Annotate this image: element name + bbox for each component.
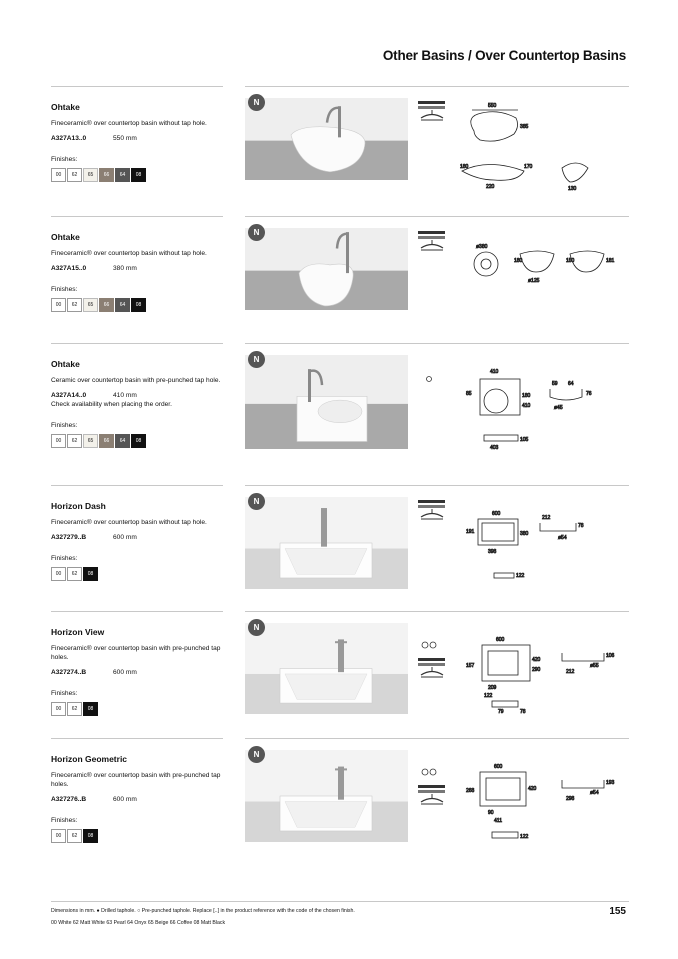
page-number: 155: [609, 906, 626, 917]
product-reference: [51, 264, 226, 273]
finish-swatch-64[interactable]: 64: [115, 168, 130, 182]
svg-text:78: 78: [578, 523, 584, 529]
product-name: Horizon Geometric: [51, 754, 128, 764]
product-reference: [51, 134, 226, 143]
finish-swatch-64[interactable]: 64: [115, 434, 130, 448]
product-photo: [245, 355, 408, 449]
svg-text:122: 122: [516, 573, 525, 579]
svg-text:180: 180: [522, 393, 531, 399]
svg-text:64: 64: [568, 381, 574, 387]
finish-swatch-00[interactable]: 00: [51, 298, 66, 312]
technical-drawing: [458, 621, 630, 726]
svg-text:59: 59: [552, 381, 558, 387]
svg-text:380: 380: [520, 531, 529, 537]
product-photo: [245, 750, 408, 842]
finish-swatches: [51, 567, 226, 581]
svg-text:ø54: ø54: [590, 790, 599, 796]
svg-text:212: 212: [542, 515, 551, 521]
technical-drawing: [458, 495, 630, 600]
svg-text:170: 170: [524, 164, 533, 170]
finishes-label: Finishes:: [51, 422, 78, 429]
svg-text:600: 600: [492, 511, 501, 517]
product-description: Fineceramic® over countertop basin with pre-punched tap holes.: [51, 645, 221, 661]
finish-swatch-64[interactable]: 64: [115, 298, 130, 312]
product-size: 600 mm: [113, 796, 137, 803]
finish-swatch-08[interactable]: 08: [83, 702, 98, 716]
product-info: [51, 754, 226, 843]
svg-text:550: 550: [488, 103, 497, 109]
product-reference: [51, 391, 226, 400]
svg-text:420: 420: [532, 657, 541, 663]
divider: [51, 86, 223, 87]
svg-text:600: 600: [496, 637, 505, 643]
fineceramic-icon: [417, 497, 447, 527]
finish-swatch-08[interactable]: 08: [83, 829, 98, 843]
product-photo: [245, 497, 408, 589]
product-info: [51, 232, 226, 312]
technical-drawing: [458, 96, 630, 201]
svg-text:150: 150: [566, 258, 575, 264]
product-info: [51, 359, 226, 448]
new-badge: N: [248, 619, 265, 636]
footer-legend: Dimensions in mm. ● Drilled taphole. ○ Pre-punched taphole. Replace [..] in the product reference with the code of the chosen finish.: [51, 908, 355, 914]
svg-text:122: 122: [520, 834, 529, 840]
finish-swatch-08[interactable]: 08: [131, 168, 146, 182]
finish-swatch-62[interactable]: 62: [67, 829, 82, 843]
svg-text:ø54: ø54: [558, 535, 567, 541]
product-name: Ohtake: [51, 359, 80, 369]
svg-text:ø55: ø55: [590, 663, 599, 669]
new-badge: N: [248, 351, 265, 368]
svg-text:290: 290: [532, 667, 541, 673]
tap-holes-icon: [417, 764, 443, 774]
reference-code: A327274..B: [51, 669, 87, 676]
svg-text:193: 193: [606, 780, 615, 786]
finish-swatch-00[interactable]: 00: [51, 168, 66, 182]
finishes-label: Finishes:: [51, 286, 78, 293]
technical-drawing: [458, 353, 630, 458]
svg-text:385: 385: [520, 124, 529, 130]
finish-swatch-00[interactable]: 00: [51, 702, 66, 716]
finish-swatch-62[interactable]: 62: [67, 567, 82, 581]
svg-text:410: 410: [522, 403, 531, 409]
new-badge: N: [248, 224, 265, 241]
svg-text:180: 180: [514, 258, 523, 264]
divider: [245, 611, 629, 612]
divider: [245, 738, 629, 739]
reference-code: A327A13..0: [51, 135, 87, 142]
product-info: [51, 627, 226, 716]
finishes-label: Finishes:: [51, 817, 78, 824]
reference-code: A327A14..0: [51, 392, 87, 399]
fineceramic-icon: [417, 782, 447, 812]
finish-swatch-65[interactable]: 65: [83, 298, 98, 312]
svg-text:403: 403: [490, 445, 499, 451]
page-title: Other Basins / Over Countertop Basins: [382, 48, 626, 63]
product-photo: [245, 228, 408, 310]
finish-swatch-62[interactable]: 62: [67, 434, 82, 448]
availability-note: Check availability when placing the order.: [51, 401, 172, 408]
svg-text:212: 212: [566, 669, 575, 675]
product-info: [51, 501, 226, 581]
fineceramic-icon: [417, 98, 447, 128]
finish-swatches: [51, 168, 226, 182]
product-reference: [51, 795, 226, 804]
svg-text:85: 85: [466, 391, 472, 397]
finishes-label: Finishes:: [51, 156, 78, 163]
product-info: [51, 102, 226, 182]
product-reference: [51, 668, 226, 677]
finish-swatch-00[interactable]: 00: [51, 567, 66, 581]
svg-text:90: 90: [488, 810, 494, 816]
svg-text:600: 600: [494, 764, 503, 770]
svg-text:398: 398: [488, 549, 497, 555]
product-description: Ceramic over countertop basin with pre-punched tap hole.: [51, 377, 221, 384]
divider: [51, 611, 223, 612]
product-size: 600 mm: [113, 534, 137, 541]
finish-swatch-65[interactable]: 65: [83, 168, 98, 182]
product-description: Fineceramic® over countertop basin without tap hole.: [51, 120, 207, 127]
finish-swatch-08[interactable]: 08: [131, 434, 146, 448]
product-photo: [245, 623, 408, 714]
product-photo: [245, 98, 408, 180]
finish-swatches: [51, 702, 226, 716]
technical-drawing: [458, 226, 630, 331]
svg-text:76: 76: [586, 391, 592, 397]
technical-drawing: [458, 748, 630, 853]
svg-text:181: 181: [606, 258, 615, 264]
footer-divider: [51, 901, 629, 902]
reference-code: A327276..B: [51, 796, 87, 803]
divider: [51, 485, 223, 486]
finish-swatch-65[interactable]: 65: [83, 434, 98, 448]
finishes-label: Finishes:: [51, 690, 78, 697]
finish-swatch-66[interactable]: 66: [99, 434, 114, 448]
finish-swatch-08[interactable]: 08: [131, 298, 146, 312]
reference-code: A327A15..0: [51, 265, 87, 272]
new-badge: N: [248, 94, 265, 111]
finish-swatches: [51, 298, 226, 312]
svg-text:298: 298: [566, 796, 575, 802]
svg-text:410: 410: [490, 369, 499, 375]
divider: [245, 343, 629, 344]
svg-text:420: 420: [528, 786, 537, 792]
finish-swatch-00[interactable]: 00: [51, 829, 66, 843]
product-size: 380 mm: [113, 265, 137, 272]
new-badge: N: [248, 746, 265, 763]
tap-holes-icon: [417, 637, 443, 647]
svg-text:268: 268: [466, 788, 475, 794]
product-name: Horizon View: [51, 627, 105, 637]
finish-swatch-62[interactable]: 62: [67, 168, 82, 182]
finishes-label: Finishes:: [51, 555, 78, 562]
svg-text:157: 157: [466, 663, 475, 669]
svg-text:180: 180: [460, 164, 469, 170]
divider: [51, 738, 223, 739]
product-size: 550 mm: [113, 135, 137, 142]
finish-swatch-66[interactable]: 66: [99, 168, 114, 182]
product-description: Fineceramic® over countertop basin with pre-punched tap holes.: [51, 772, 221, 788]
finish-swatches: [51, 434, 226, 448]
svg-text:ø380: ø380: [476, 244, 488, 250]
svg-text:122: 122: [484, 693, 493, 699]
divider: [51, 216, 223, 217]
new-badge: N: [248, 493, 265, 510]
svg-text:105: 105: [520, 437, 529, 443]
fineceramic-icon: [417, 655, 447, 685]
tap-hole-icon: [417, 371, 443, 381]
svg-text:79: 79: [498, 709, 504, 715]
svg-text:ø125: ø125: [528, 278, 540, 284]
svg-text:411: 411: [494, 818, 502, 824]
product-name: Ohtake: [51, 102, 80, 112]
product-name: Ohtake: [51, 232, 80, 242]
footer-finishes-legend: 00 White 62 Matt White 63 Pearl 64 Onyx 65 Beige 66 Coffee 08 Matt Black: [51, 920, 226, 926]
finish-swatch-62[interactable]: 62: [67, 298, 82, 312]
svg-text:78: 78: [520, 709, 526, 715]
product-reference: [51, 533, 226, 542]
finish-swatch-66[interactable]: 66: [99, 298, 114, 312]
product-description: Fineceramic® over countertop basin without tap hole.: [51, 250, 207, 257]
svg-text:ø45: ø45: [554, 405, 563, 411]
finish-swatch-62[interactable]: 62: [67, 702, 82, 716]
finish-swatch-00[interactable]: 00: [51, 434, 66, 448]
finish-swatch-08[interactable]: 08: [83, 567, 98, 581]
product-size: 410 mm: [113, 392, 137, 399]
svg-text:220: 220: [486, 184, 495, 190]
svg-text:130: 130: [568, 186, 577, 192]
svg-text:106: 106: [606, 653, 615, 659]
product-description: Fineceramic® over countertop basin without tap hole.: [51, 519, 207, 526]
divider: [245, 86, 629, 87]
divider: [245, 485, 629, 486]
svg-text:209: 209: [488, 685, 497, 691]
divider: [245, 216, 629, 217]
product-size: 600 mm: [113, 669, 137, 676]
fineceramic-icon: [417, 228, 447, 258]
reference-code: A327279..B: [51, 534, 87, 541]
divider: [51, 343, 223, 344]
product-name: Horizon Dash: [51, 501, 106, 511]
svg-text:191: 191: [466, 529, 475, 535]
finish-swatches: [51, 829, 226, 843]
